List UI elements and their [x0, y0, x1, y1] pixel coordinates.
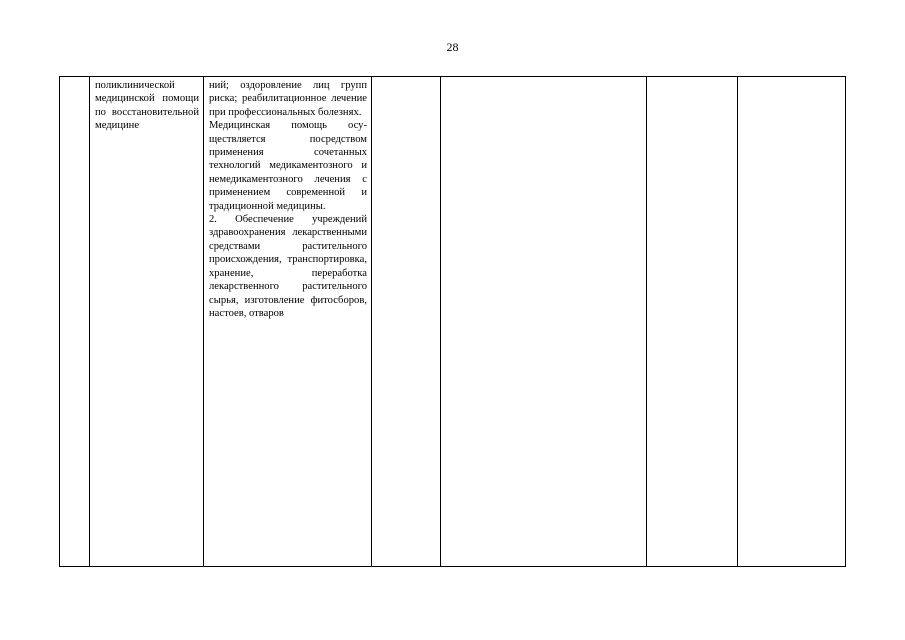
table-cell-empty-7: [738, 77, 846, 567]
table-row: [60, 77, 846, 567]
description-paragraph-1: ний; оздоровление лиц групп риска; реабилитационное лечение при профессиональных болезнях.: [209, 80, 367, 118]
table-cell-empty-4: [372, 77, 441, 567]
table-cell-service-name: [90, 77, 204, 567]
table-cell-description: [204, 77, 372, 567]
page-number: 28: [446, 40, 459, 54]
document-table: [59, 76, 846, 567]
table-cell-number: [60, 77, 90, 567]
cell-text: поликлинической медицинской помощи по восстановительной медицине: [95, 80, 199, 132]
description-paragraph-3: 2. Обеспечение учреждений здравоохранения лекарственными средствами растительного происхождения, транспортировка, хранение, переработка лекарственного растительного сырья, изготовление фитосборов, настоев, отваров: [209, 214, 367, 319]
description-paragraph-2: Медицинская помощь осуществляется посредством применения сочетанных технологий медикаментозного и немедикаментозного лечения с применением современной и традиционной медицины.: [209, 120, 367, 212]
table-cell-empty-6: [647, 77, 738, 567]
table-cell-empty-5: [441, 77, 647, 567]
